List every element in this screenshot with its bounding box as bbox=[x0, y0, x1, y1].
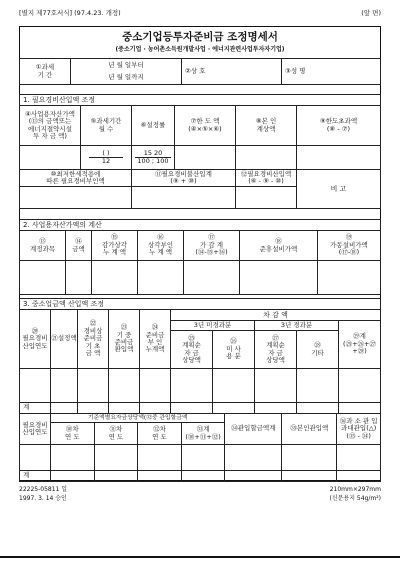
s3-year-cell[interactable] bbox=[20, 369, 51, 403]
account-header: ⑬ 계정과목 bbox=[20, 231, 66, 261]
s3-setup-cell[interactable] bbox=[51, 369, 78, 403]
s4-a-header: ㉚차 연 도 bbox=[51, 423, 95, 445]
idle-equipment-header: ⑱ 준휴설비가액 bbox=[240, 231, 318, 261]
depreciation-cell[interactable] bbox=[92, 261, 138, 295]
s4-a-cell[interactable] bbox=[51, 445, 95, 471]
depreciation-header: ⑮ 감가상각 누 계 액 bbox=[92, 231, 138, 261]
s3-c1-cell[interactable] bbox=[171, 369, 213, 403]
section1-table bbox=[19, 105, 381, 209]
date-to-field[interactable]: 년 월 일까지 bbox=[71, 72, 182, 85]
s3-sum-c3[interactable] bbox=[255, 403, 297, 414]
s4-group-header: 기준액별요자금상당액(㉜중 관입할금액 bbox=[51, 414, 225, 423]
s4-sum-cell[interactable] bbox=[181, 445, 225, 471]
section1-title: 1. 필요경비산입액 조정 bbox=[19, 94, 381, 106]
s3-sum-denied[interactable] bbox=[140, 403, 171, 414]
s4-self-header: ㉞관입할금액계 bbox=[225, 414, 282, 445]
min-tax-cell[interactable] bbox=[20, 187, 132, 209]
min-tax-header: ⑩최저한세적용에 따른 필요경비부인액 bbox=[20, 170, 132, 187]
s3-sum-setup[interactable] bbox=[51, 403, 78, 414]
s3-sum-c4[interactable] bbox=[297, 403, 339, 414]
adjusted-total-header: ⑪필요경비불산입계 (⑨ + ⑩) bbox=[132, 170, 236, 187]
reserve-begin-header: ㉒ 경비상 준비금 기 초 금 액 bbox=[78, 310, 109, 369]
s4-auto-header: ㉟본인관입액 bbox=[282, 414, 337, 445]
period-months-header: ⑤과세기간 월 수 bbox=[81, 106, 132, 146]
period-label-line1: ①과세 bbox=[35, 63, 55, 72]
s4-sum-header: ㉝계 (㉚+㉛+㉜) bbox=[181, 423, 225, 445]
idle-equipment-cell[interactable] bbox=[240, 261, 318, 295]
s3-c4-cell[interactable] bbox=[297, 369, 339, 403]
under-3yr-planned-header: ㉕ 계획순 자 금 상당액 bbox=[171, 331, 213, 369]
year-header: ⑳ 필요경비 산입연도 bbox=[20, 310, 51, 369]
amount-cell[interactable] bbox=[66, 261, 92, 295]
under-3yr-unused-header: ㉖ 미 사 용 분 bbox=[213, 331, 255, 369]
s4-self-cell[interactable] bbox=[225, 445, 282, 471]
limit-amount-header: ⑦한 도 액 (④×⑤×⑥) bbox=[175, 106, 236, 146]
company-name-field[interactable] bbox=[182, 59, 282, 85]
over-3yr-header: 3년 경과분 bbox=[255, 321, 339, 331]
operating-equipment-cell[interactable] bbox=[318, 261, 381, 295]
representative-name-field[interactable] bbox=[282, 59, 381, 85]
period-months-denominator: 12 bbox=[101, 157, 111, 165]
difference-header: 차 감 액 bbox=[171, 310, 381, 321]
s4-total-a[interactable] bbox=[51, 471, 95, 482]
s3-return-cell[interactable] bbox=[109, 369, 140, 403]
rate-numerators: 15 20 bbox=[135, 150, 171, 158]
adjusted-total-cell[interactable] bbox=[132, 187, 236, 209]
page-bottom-rule bbox=[0, 556, 400, 558]
s4-b-cell[interactable] bbox=[94, 445, 138, 471]
s4-b-header: ㉛차 연 도 bbox=[94, 423, 138, 445]
s3-c2-cell[interactable] bbox=[213, 369, 255, 403]
s3-total-row-label: 계 bbox=[20, 403, 51, 414]
amount-header: ⑭ 금액 bbox=[66, 231, 92, 261]
section2-table bbox=[19, 230, 381, 295]
s4-year-cell[interactable] bbox=[20, 445, 51, 471]
note-header: 비 고 bbox=[297, 170, 381, 209]
company-amount-cell[interactable] bbox=[236, 146, 297, 170]
s3-sum-c2[interactable] bbox=[213, 403, 255, 414]
s3-total-cell[interactable] bbox=[339, 369, 381, 403]
s3-sum-total[interactable] bbox=[339, 403, 381, 414]
setup-amount-header: ㉑설정액 bbox=[51, 310, 78, 369]
date-from-field[interactable]: 년 월 일부터 bbox=[71, 59, 182, 72]
limit-amount-cell[interactable] bbox=[175, 146, 236, 170]
form-subtitle: (중소기업 · 농어촌소득원개발사업 · 에너지관련사업투자자기업) bbox=[115, 46, 285, 53]
period-months-cell[interactable] bbox=[81, 146, 132, 170]
page-marker: (앞 면) bbox=[361, 9, 381, 17]
s4-total-self[interactable] bbox=[225, 471, 282, 482]
depreciation-denied-cell[interactable] bbox=[138, 261, 184, 295]
company-label: ②상 호 bbox=[185, 66, 206, 75]
asset-value-header: ④사업용자산가액 (⑬의 금액또는 에너지절약시설 투 자 금 액) bbox=[20, 106, 81, 146]
footer-approval-date: 1997. 3. 14 승인 bbox=[19, 495, 67, 502]
company-amount-header: ⑧본 인 계상액 bbox=[236, 106, 297, 146]
s3-c3-cell[interactable] bbox=[255, 369, 297, 403]
s3-begin-cell[interactable] bbox=[78, 369, 109, 403]
rate-header: ⑥설정률 bbox=[132, 106, 175, 146]
deductible-header: ⑫필요경비산입액 (⑥ - ⑨ - ⑩) bbox=[236, 170, 297, 187]
taxpayer-info-table bbox=[19, 58, 381, 85]
s4-year-header: 필요경비 산입연도 bbox=[20, 414, 51, 445]
excess-amount-cell[interactable] bbox=[297, 146, 381, 170]
reserve-return-header: ㉓ 기 중 준비금 환입액 bbox=[109, 310, 140, 369]
reserve-denied-header: ㉔ 준비금 부 인 누계액 bbox=[140, 310, 171, 369]
depreciation-denied-header: ⑯ 상각부인 누 계 액 bbox=[138, 231, 184, 261]
over-3yr-other-header: ㉘ 기타 bbox=[297, 331, 339, 369]
footer-paper-type: (신문용지 54g/m²) bbox=[329, 495, 381, 502]
net-total-cell[interactable] bbox=[184, 261, 240, 295]
form-title: 중소기업등투자준비금 조정명세서 bbox=[122, 31, 278, 43]
s4-c-header: ㉜차 연 도 bbox=[138, 423, 182, 445]
section3-table bbox=[19, 309, 381, 414]
form-number: [별지 제77호서식] (97.4.23. 개정) bbox=[19, 9, 121, 17]
under-3yr-header: 3년 미경과분 bbox=[171, 321, 255, 331]
s4-c-cell[interactable] bbox=[138, 445, 182, 471]
s4-gap-header: ㊱과 소 관 입 과대관입(△) (㉟ - ㉞) bbox=[337, 414, 381, 445]
name-label: ③성 명 bbox=[285, 66, 306, 75]
period-months-numerator: ( ) bbox=[89, 150, 123, 158]
s4-total-sum[interactable] bbox=[181, 471, 225, 482]
net-total-header: ⑰ 가 감 계 (⑭-⑮+⑯) bbox=[184, 231, 240, 261]
s4-gap-cell[interactable] bbox=[337, 445, 381, 471]
s4-auto-cell[interactable] bbox=[282, 445, 337, 471]
s4-total-c[interactable] bbox=[138, 471, 182, 482]
s4-total-gap[interactable] bbox=[337, 471, 381, 482]
s3-sum-begin[interactable] bbox=[78, 403, 109, 414]
s4-total-b[interactable] bbox=[94, 471, 138, 482]
difference-total-header: ㉙계 (㉕+㉖+㉗+㉘) bbox=[339, 321, 381, 369]
asset-value-cell[interactable] bbox=[20, 146, 81, 170]
s3-sum-return[interactable] bbox=[109, 403, 140, 414]
period-label-line2: 기 간 bbox=[37, 70, 53, 79]
footer-form-code: 22225-05811 일 bbox=[19, 486, 68, 493]
deductible-cell[interactable] bbox=[236, 187, 297, 209]
s4-total-row-label: 계 bbox=[20, 471, 51, 482]
s4-total-auto[interactable] bbox=[282, 471, 337, 482]
s3-denied-cell[interactable] bbox=[140, 369, 171, 403]
excess-amount-header: ⑨한도초과액 (⑧ - ⑦) bbox=[297, 106, 381, 146]
over-3yr-planned-header: ㉗ 계획순 자 금 상당액 bbox=[255, 331, 297, 369]
rate-denominators: 100 ; 100 bbox=[137, 157, 169, 165]
section3-title: 3. 중소업금액 산입액 조정 bbox=[19, 298, 381, 310]
period-label-cell bbox=[20, 59, 71, 85]
section2-title: 2. 사업용자산가액의 계산 bbox=[19, 219, 381, 231]
footer-paper-size: 210mm×297mm bbox=[329, 486, 381, 493]
s3-sum-c1[interactable] bbox=[171, 403, 213, 414]
section4-table bbox=[19, 413, 381, 482]
operating-equipment-header: ⑲ 가동설비가액 (⑰-⑱) bbox=[318, 231, 381, 261]
rate-cell bbox=[132, 146, 175, 170]
account-cell[interactable] bbox=[20, 261, 66, 295]
